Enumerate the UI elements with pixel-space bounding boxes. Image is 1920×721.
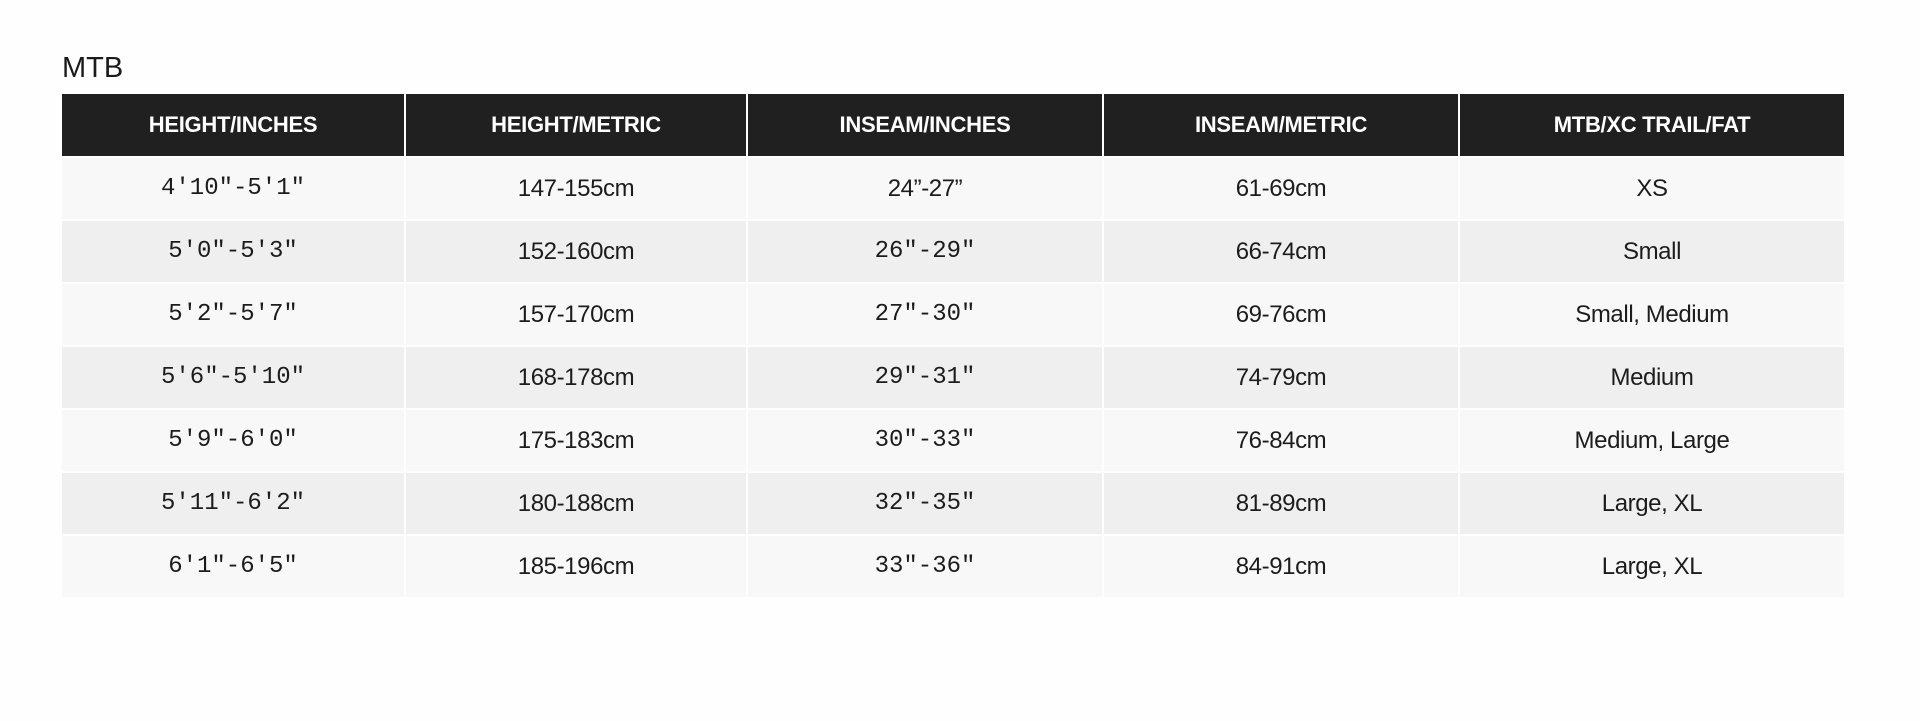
- height-metric-cell: 180-188cm: [404, 471, 746, 534]
- column-header-frame-size: MTB/XC TRAIL/FAT: [1458, 94, 1844, 156]
- frame-size-cell: Medium, Large: [1458, 408, 1844, 471]
- table-row: [62, 408, 1844, 471]
- column-header-height-inches: HEIGHT/INCHES: [62, 94, 404, 156]
- height-metric-cell: 185-196cm: [404, 534, 746, 597]
- inseam-inches-cell: 27"-30": [746, 282, 1102, 345]
- inseam-metric-cell: 61-69cm: [1102, 156, 1458, 219]
- height-inches-cell: 5'0"-5'3": [62, 219, 404, 282]
- column-header-height-metric: HEIGHT/METRIC: [404, 94, 746, 156]
- column-header-inseam-metric: INSEAM/METRIC: [1102, 94, 1458, 156]
- inseam-inches-cell: 33"-36": [746, 534, 1102, 597]
- inseam-metric-cell: 74-79cm: [1102, 345, 1458, 408]
- table-row: [62, 282, 1844, 345]
- inseam-metric-cell: 84-91cm: [1102, 534, 1458, 597]
- inseam-inches-cell: 32"-35": [746, 471, 1102, 534]
- table-row: [62, 471, 1844, 534]
- inseam-inches-cell: 30"-33": [746, 408, 1102, 471]
- height-inches-cell: 5'2"-5'7": [62, 282, 404, 345]
- table-row: [62, 534, 1844, 597]
- height-metric-cell: 157-170cm: [404, 282, 746, 345]
- height-inches-cell: 5'6"-5'10": [62, 345, 404, 408]
- height-inches-cell: 6'1"-6'5": [62, 534, 404, 597]
- height-inches-cell: 4'10"-5'1": [62, 156, 404, 219]
- inseam-inches-cell: 29"-31": [746, 345, 1102, 408]
- page-title: MTB: [62, 52, 124, 84]
- frame-size-cell: Large, XL: [1458, 534, 1844, 597]
- frame-size-cell: Medium: [1458, 345, 1844, 408]
- frame-size-cell: Large, XL: [1458, 471, 1844, 534]
- frame-size-cell: XS: [1458, 156, 1844, 219]
- frame-size-cell: Small, Medium: [1458, 282, 1844, 345]
- inseam-metric-cell: 66-74cm: [1102, 219, 1458, 282]
- table-row: [62, 156, 1844, 219]
- inseam-metric-cell: 69-76cm: [1102, 282, 1458, 345]
- column-header-inseam-inches: INSEAM/INCHES: [746, 94, 1102, 156]
- inseam-metric-cell: 76-84cm: [1102, 408, 1458, 471]
- frame-size-cell: Small: [1458, 219, 1844, 282]
- height-metric-cell: 175-183cm: [404, 408, 746, 471]
- table-row: [62, 345, 1844, 408]
- inseam-metric-cell: 81-89cm: [1102, 471, 1458, 534]
- height-metric-cell: 152-160cm: [404, 219, 746, 282]
- inseam-inches-cell: 24”-27”: [746, 156, 1102, 219]
- size-chart-table: [62, 94, 1844, 597]
- inseam-inches-cell: 26"-29": [746, 219, 1102, 282]
- table-row: [62, 219, 1844, 282]
- height-metric-cell: 168-178cm: [404, 345, 746, 408]
- height-metric-cell: 147-155cm: [404, 156, 746, 219]
- height-inches-cell: 5'11"-6'2": [62, 471, 404, 534]
- height-inches-cell: 5'9"-6'0": [62, 408, 404, 471]
- header-row: [62, 94, 1844, 156]
